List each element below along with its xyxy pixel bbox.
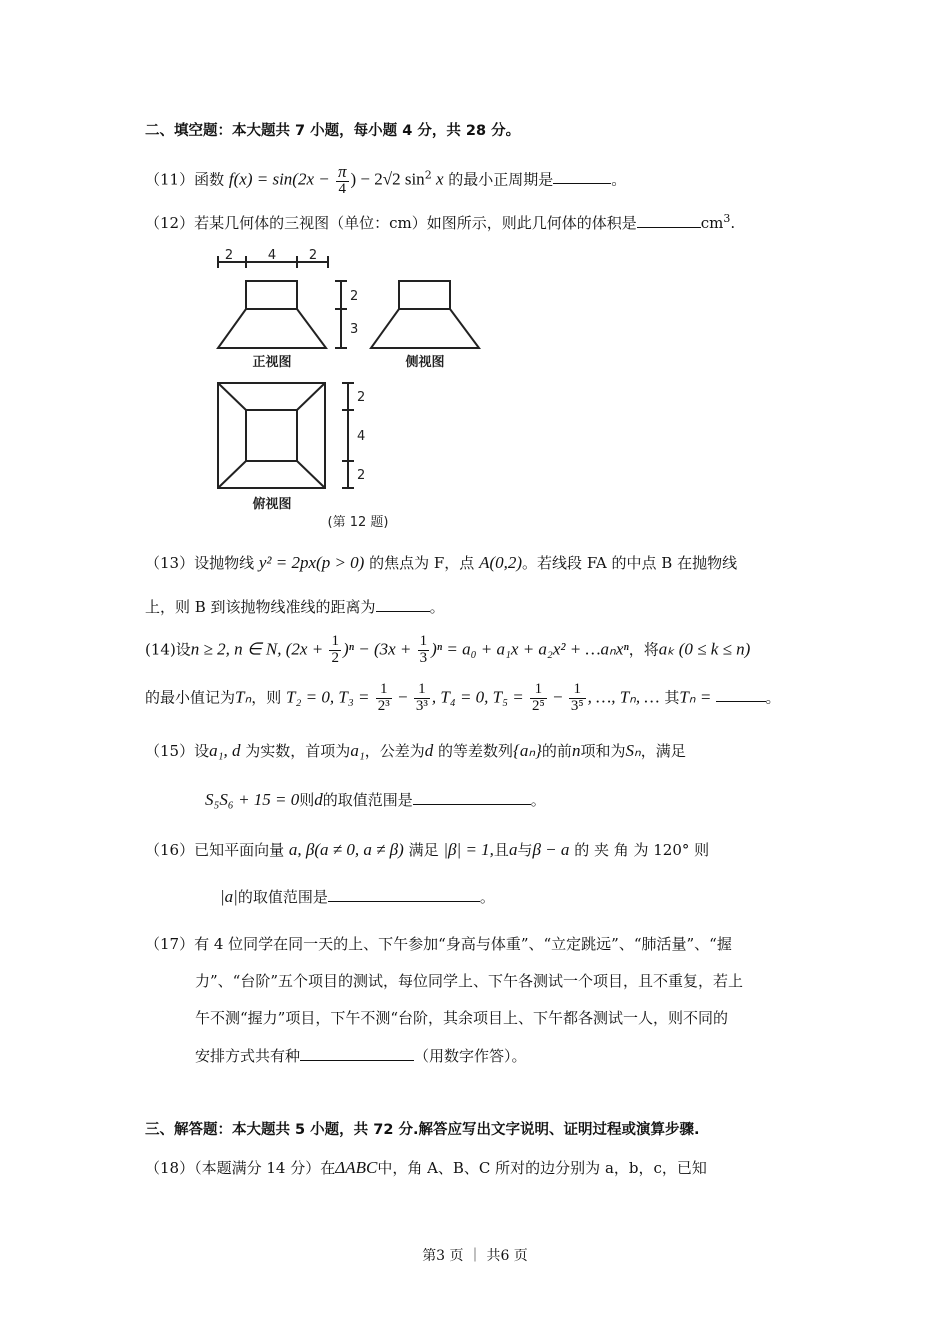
q14-frac-half [329, 634, 341, 667]
q16-e1: a, β(a ≠ 0, a ≠ β) [288, 840, 404, 859]
q16-l2-e1: |a| [220, 887, 238, 906]
question-15-line-1 [145, 741, 686, 761]
dim-top-3: 2 [308, 248, 318, 263]
q15-e3: d [424, 741, 434, 760]
q16-l2-a: 的取值范围是 [237, 888, 328, 906]
q14-minus-2: − [548, 687, 567, 707]
front-view [218, 281, 326, 348]
q14-frac-third [418, 634, 430, 667]
question-16-line-2 [220, 887, 495, 907]
q13-point: A(0,2) [479, 553, 523, 572]
q16-a: （16）已知平面向量 [145, 841, 285, 859]
q16-e: 的 夹 角 为 120° 则 [574, 841, 710, 859]
question-14-line-1 [145, 634, 750, 667]
q14-e2: , T₄ = 0, T₅ = [431, 687, 529, 707]
q11-frac-den: 4 [338, 180, 346, 197]
dim-front-2: 3 [350, 322, 359, 337]
q14-f4-den: 3⁵ [570, 697, 584, 714]
q14-f2-num: 1 [414, 682, 430, 699]
question-17-line-2: 力”、“台阶”五个项目的测试，每位同学上、下午各测试一个项目，且不重复，若上 [195, 972, 744, 990]
q15-e1: a₁, d [209, 741, 241, 760]
q14-end: 。 [765, 688, 781, 707]
q15-l2-e2: d [314, 790, 323, 809]
q16-d: 与 [517, 841, 533, 859]
q15-end: 。 [530, 791, 546, 809]
dim-top-1: 2 [224, 248, 234, 263]
q15-d: 的等差数列 [438, 742, 514, 760]
q14-frac-1 [376, 682, 392, 715]
q11-pre: 函数 [194, 170, 225, 189]
front-dimension-line [335, 281, 347, 348]
q14-l2-c: 其 [664, 688, 680, 707]
side-view-label: 侧视图 [405, 355, 445, 370]
q17-l4-b: （用数字作答）。 [414, 1047, 527, 1065]
q11-expr-a: f(x) = sin(2x − [228, 169, 334, 189]
side-view [371, 281, 479, 348]
q14-l2-a: 的最小值记为 [145, 688, 236, 707]
question-11 [145, 163, 626, 198]
question-15-line-2 [205, 790, 546, 810]
q16-e3: a [508, 840, 518, 859]
q15-g: ，满足 [640, 742, 686, 760]
q14-e3: , …, Tₙ, … [587, 687, 660, 707]
question-14-line-2 [145, 682, 781, 715]
question-17-line-1: （17）有 4 位同学在同一天的上、下午参加“身高与体重”、“立定跳远”、“肺活量”、“握 [145, 935, 732, 953]
q14-expr4: aₖ (0 ≤ k ≤ n) [658, 639, 751, 659]
q14-third-num: 1 [419, 633, 428, 649]
q13-expr: y² = 2px(p > 0) [258, 553, 365, 572]
q15-e6: Sₙ [625, 741, 641, 760]
q11-end: 。 [611, 170, 627, 189]
q15-e: 的前 [541, 742, 572, 760]
question-16-line-1 [145, 840, 709, 860]
q15-c: ，公差为 [364, 742, 425, 760]
q16-b: 满足 [408, 841, 439, 859]
q11-post: 的最小正周期是 [448, 170, 554, 189]
q14-f3-den: 2⁵ [532, 697, 545, 714]
q14-frac-3 [530, 682, 547, 715]
dim-topview-1: 2 [357, 390, 366, 405]
q14-f1-num: 1 [376, 682, 392, 699]
q15-b: 为实数，首项为 [245, 742, 351, 760]
q14-f4-num: 1 [569, 682, 586, 699]
q14-minus-1: − [393, 687, 412, 707]
q14-f3-num: 1 [530, 682, 547, 699]
q14-e1: T₂ = 0, T₃ = [286, 687, 374, 707]
question-17-line-4 [195, 1046, 527, 1065]
q16-end: 。 [479, 888, 495, 906]
dim-topview-3: 2 [357, 468, 366, 483]
q11-fraction [336, 163, 349, 198]
q16-answer-blank[interactable] [328, 887, 480, 902]
q12-unit-sup: 3 [723, 212, 731, 225]
q14-a: (14)设 [145, 640, 191, 659]
q17-answer-blank[interactable] [300, 1046, 414, 1061]
dim-front-1: 2 [350, 289, 359, 304]
q14-tn: Tₙ [235, 687, 252, 707]
q13-c: 。若线段 FA 的中点 B 在抛物线 [522, 554, 738, 572]
q14-expr1: n ≥ 2, n ∈ N, (2x + [190, 639, 328, 659]
q18-triangle: ΔABC [335, 1158, 378, 1177]
top-view [218, 383, 325, 488]
section3-heading: 三、解答题：本大题共 5 小题，共 72 分.解答应写出文字说明、证明过程或演算步骤. [145, 1122, 700, 1138]
q16-e2: |β| = 1, [443, 840, 494, 859]
question-13-line-1 [145, 553, 737, 573]
q17-l4-a: 安排方式共有种 [195, 1047, 301, 1065]
q15-a: （15）设 [145, 742, 210, 760]
q15-answer-blank[interactable] [413, 790, 531, 805]
figure-caption: (第 12 题) [327, 515, 389, 530]
q11-frac-num: π [337, 162, 347, 181]
q14-half-num: 1 [331, 633, 339, 649]
q16-c: 且 [493, 841, 509, 859]
q14-e4: Tₙ = [679, 687, 716, 707]
q18-a: （18）（本题满分 14 分）在 [145, 1159, 336, 1177]
q11-expr-b: ) − 2√2 sin [350, 169, 425, 189]
q15-f: 项和为 [580, 742, 626, 760]
q16-e4: β − a [532, 840, 570, 859]
question-12 [145, 212, 735, 232]
q14-frac-4 [569, 682, 586, 715]
q14-third-den: 3 [419, 649, 428, 666]
three-view-figure [200, 240, 445, 535]
q15-e5: n [571, 741, 581, 760]
q14-expr2: )ⁿ − (3x + [342, 639, 416, 659]
q12-text: （12）若某几何体的三视图（单位：cm）如图所示，则此几何体的体积是 [145, 214, 637, 232]
section2-heading: 二、填空题：本大题共 7 小题，每小题 4 分，共 28 分。 [145, 123, 521, 139]
q12-answer-blank[interactable] [637, 213, 701, 228]
q11-sup: 2 [424, 168, 432, 182]
dim-topview-2: 4 [357, 429, 366, 444]
q15-l2-a: 则 [299, 791, 315, 809]
page-footer: 第3 页 ｜ 共6 页 [422, 1248, 528, 1264]
q11-answer-blank[interactable] [553, 169, 611, 184]
q12-end: . [730, 214, 736, 232]
top-view-label: 俯视图 [252, 497, 292, 512]
q13-answer-blank[interactable] [376, 597, 430, 612]
q14-b: ，将 [628, 640, 659, 659]
question-17-line-3: 午不测“握力”项目，下午不测“台阶，其余项目上、下午都各测试一人，则不同的 [195, 1009, 729, 1027]
top-view-dimension-line [342, 383, 354, 488]
q14-l2-b: ，则 [251, 688, 282, 707]
q13-end: 。 [429, 598, 445, 616]
q11-number: （11） [145, 170, 195, 189]
dim-top-2: 4 [267, 248, 277, 263]
question-13-line-2 [145, 597, 445, 616]
q13-a: （13）设抛物线 [145, 554, 255, 572]
front-view-label: 正视图 [252, 355, 292, 370]
q18-b: 中，角 A、B、C 所对的边分别为 a，b，c，已知 [377, 1159, 707, 1177]
q14-f2-den: 3³ [415, 697, 428, 714]
q14-f1-den: 2³ [377, 697, 390, 714]
q13-b: 的焦点为 F，点 [369, 554, 475, 572]
q14-half-den: 2 [331, 649, 339, 666]
q11-expr-c: x [431, 169, 444, 189]
q14-frac-2 [414, 682, 430, 715]
q15-l2-e1: S₅S₆ + 15 = 0 [205, 790, 300, 809]
q15-e2: a₁ [350, 741, 365, 760]
q14-expr3: )ⁿ = a₀ + a₁x + a₂x² + …aₙxⁿ [431, 639, 629, 659]
q13-line2: 上，则 B 到该抛物线准线的距离为 [145, 598, 376, 616]
q15-l2-b: 的取值范围是 [322, 791, 413, 809]
q15-e4: {aₙ} [513, 741, 542, 760]
q12-unit: cm [700, 214, 724, 232]
question-18 [145, 1158, 707, 1178]
q14-answer-blank[interactable] [716, 687, 766, 702]
